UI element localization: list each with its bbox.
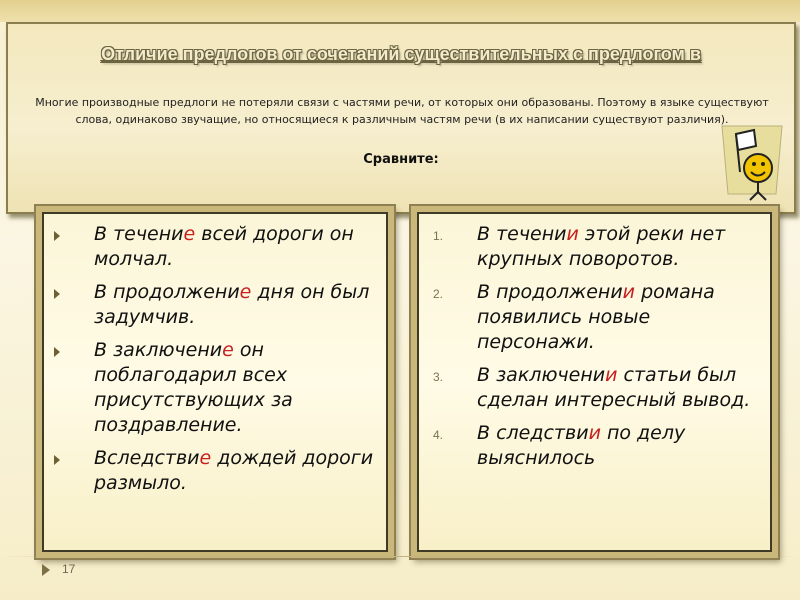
list-item bbox=[94, 222, 379, 272]
item-text-start: В течени bbox=[477, 223, 567, 245]
highlighted-ending: и bbox=[605, 364, 618, 386]
item-number: 4. bbox=[433, 428, 444, 442]
item-text-end: он поблагодарил всех присутствующих за поздравление. bbox=[94, 339, 293, 436]
item-text-end: романа появились новые персонажи. bbox=[477, 281, 715, 353]
highlighted-ending: е bbox=[239, 281, 252, 303]
right-panel bbox=[417, 212, 772, 552]
footer-divider bbox=[0, 556, 800, 557]
item-text-start: В заключени bbox=[477, 364, 606, 386]
item-text-end: всей дороги он молчал. bbox=[94, 223, 354, 270]
item-text-start: В следстви bbox=[477, 422, 589, 444]
highlighted-ending: и bbox=[566, 223, 579, 245]
right-list bbox=[433, 222, 765, 479]
flag-smiley-icon bbox=[720, 124, 784, 204]
item-number: 2. bbox=[433, 287, 444, 301]
item-text-start: В продолжени bbox=[94, 281, 240, 303]
item-text-end: статьи был сделан интересный вывод. bbox=[477, 364, 751, 411]
item-text-end: по делу выяснилось bbox=[477, 422, 686, 469]
item-text-end: этой реки нет крупных поворотов. bbox=[477, 223, 726, 270]
item-number: 1. bbox=[433, 229, 444, 243]
header-box bbox=[6, 22, 796, 214]
page-number: 17 bbox=[62, 562, 76, 576]
list-item bbox=[94, 446, 379, 496]
item-text-start: В продолжени bbox=[477, 281, 623, 303]
item-text-start: В течени bbox=[94, 223, 184, 245]
item-text-end: дождей дороги размыло. bbox=[94, 447, 374, 494]
footer-arrow-icon bbox=[42, 564, 50, 576]
highlighted-ending: и bbox=[622, 281, 636, 303]
bullet-arrow-icon bbox=[54, 231, 60, 241]
item-text-start: Вследстви bbox=[94, 447, 200, 469]
highlighted-ending: е bbox=[199, 447, 212, 469]
list-item bbox=[94, 338, 379, 438]
list-item bbox=[433, 222, 765, 272]
slide-title: Отличие предлогов от сочетаний существительных с предлогом в bbox=[101, 44, 701, 64]
compare-label: Сравните: bbox=[363, 152, 439, 167]
highlighted-ending: и bbox=[588, 422, 601, 444]
left-list bbox=[94, 222, 379, 504]
list-item bbox=[433, 363, 765, 413]
bullet-arrow-icon bbox=[54, 455, 60, 465]
bullet-arrow-icon bbox=[54, 289, 60, 299]
item-text-end: дня он был задумчив. bbox=[94, 281, 370, 328]
list-item bbox=[433, 280, 765, 355]
left-panel bbox=[42, 212, 388, 552]
top-band bbox=[0, 0, 800, 22]
intro-text: Многие производные предлоги не потеряли связи с частями речи, от которых они образованы. Поэтому в языке существуют слова, одинаково звучащие, но относящиеся к различным частям речи (в их написании существуют различия). bbox=[35, 96, 769, 126]
highlighted-ending: е bbox=[222, 339, 234, 361]
highlighted-ending: е bbox=[183, 223, 196, 245]
item-text-start: В заключени bbox=[94, 339, 223, 361]
list-item bbox=[94, 280, 379, 330]
item-number: 3. bbox=[433, 370, 444, 384]
list-item bbox=[433, 421, 765, 471]
bullet-arrow-icon bbox=[54, 347, 60, 357]
